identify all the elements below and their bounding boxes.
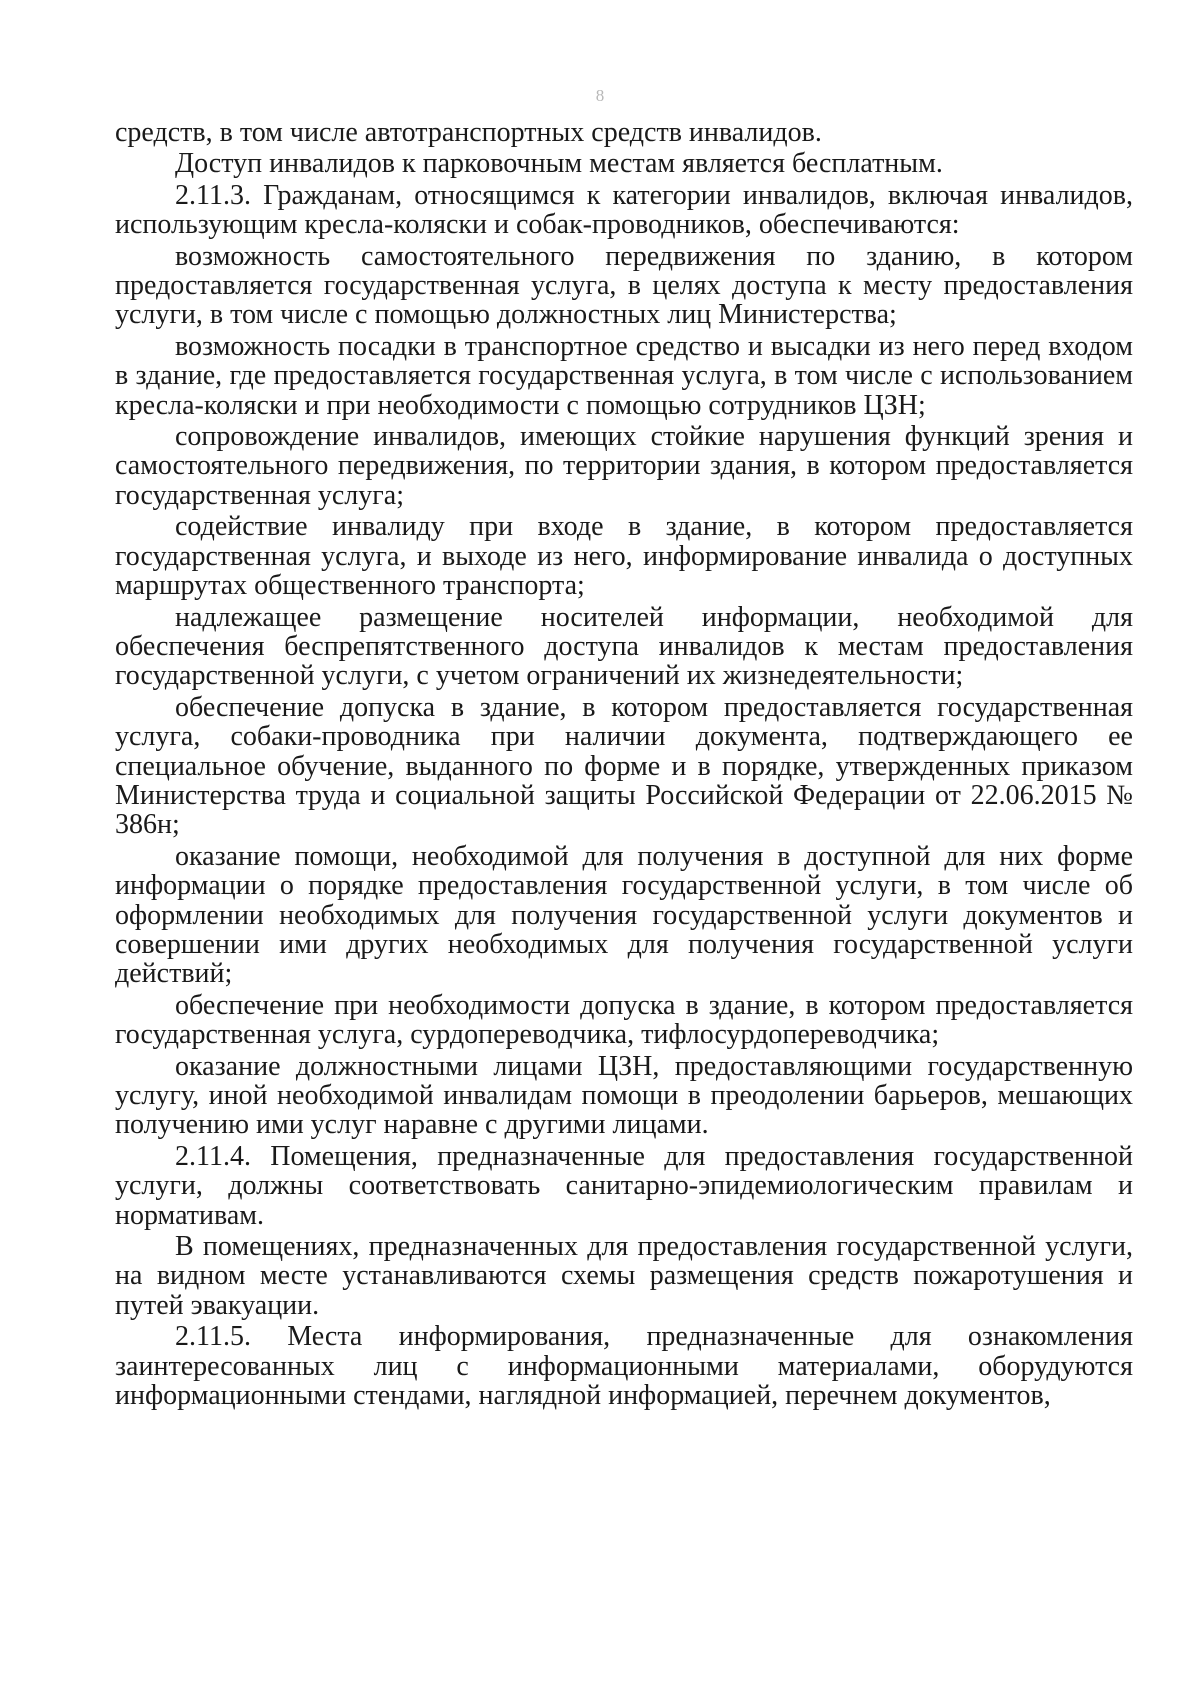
paragraph: 2.11.4. Помещения, предназначенные для предоставления государственной услуги, должны соответствовать санитарно-эпидемиологическим правилам и нормативам. xyxy=(115,1140,1133,1231)
paragraph: сопровождение инвалидов, имеющих стойкие нарушения функций зрения и самостоятельного передвижения, по территории здания, в котором предоставляется государственная услуга; xyxy=(115,421,1133,511)
document-body xyxy=(115,118,1133,1412)
paragraph: Доступ инвалидов к парковочным местам является бесплатным. xyxy=(175,148,943,180)
paragraph: обеспечение допуска в здание, в котором предоставляется государственная услуга, собаки-проводника при наличии документа, подтверждающего ее специальное обучение, выданного по форме и в порядке, утвержденных приказом Министерства труда и социальной защиты Российской Федерации от 22.06.2015 № 386н; xyxy=(115,691,1133,841)
paragraph: 2.11.5. Места информирования, предназначенные для ознакомления заинтересованных лиц с информационными материалами, оборудуются информационными стендами, наглядной информацией, перечнем документов, xyxy=(115,1321,1133,1412)
paragraph: В помещениях, предназначенных для предоставления государственной услуги, на видном месте устанавливаются схемы размещения средств пожаротушения и путей эвакуации. xyxy=(115,1231,1133,1321)
page-number: 8 xyxy=(595,86,605,105)
paragraph: обеспечение при необходимости допуска в здание, в котором предоставляется государственная услуга, сурдопереводчика, тифлосурдопереводчика; xyxy=(115,989,1133,1051)
paragraph: возможность посадки в транспортное средство и высадки из него перед входом в здание, где предоставляется государственная услуга, в том числе с использованием кресла-коляски и при необходимости с помощью сотрудников ЦЗН; xyxy=(115,330,1133,421)
paragraph: средств, в том числе автотранспортных средств инвалидов. xyxy=(115,117,822,148)
paragraph: оказание должностными лицами ЦЗН, предоставляющими государственную услугу, иной необходимой инвалидам помощи в преодолении барьеров, мешающих получению ими услуг наравне с другими лицами. xyxy=(115,1050,1133,1141)
paragraph: надлежащее размещение носителей информации, необходимой для обеспечения беспрепятственного доступа инвалидов к местам предоставления государственной услуги, с учетом ограничений их жизнедеятельности; xyxy=(115,601,1133,692)
paragraph: возможность самостоятельного передвижения по зданию, в котором предоставляется государственная услуга, в целях доступа к месту предоставления услуги, в том числе с помощью должностных лиц Министерства; xyxy=(115,240,1133,331)
paragraph: 2.11.3. Гражданам, относящимся к категории инвалидов, включая инвалидов, использующим кресла-коляски и собак-проводников, обеспечиваются: xyxy=(115,179,1133,241)
paragraph: оказание помощи, необходимой для получения в доступной для них форме информации о порядке предоставления государственной услуги, в том числе об оформлении необходимых для получения государственной услуги документов и совершении ими других необходимых для получения государственной услуги действий; xyxy=(115,840,1133,990)
paragraph: содействие инвалиду при входе в здание, в котором предоставляется государственная услуга, и выходе из него, информирование инвалида о доступных маршрутах общественного транспорта; xyxy=(115,511,1133,602)
